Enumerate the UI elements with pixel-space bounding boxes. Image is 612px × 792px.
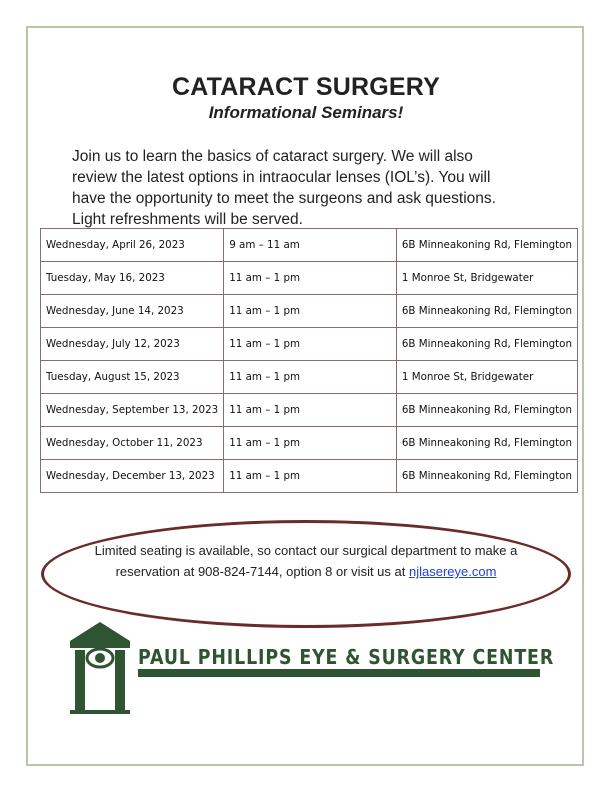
table-row bbox=[41, 361, 578, 394]
notice-line-1: Limited seating is available, so contact our surgical department to make a bbox=[94, 543, 518, 558]
seating-notice bbox=[60, 540, 552, 582]
seminar-time: 11 am – 1 pm bbox=[224, 394, 397, 427]
seminar-date: Wednesday, July 12, 2023 bbox=[41, 328, 224, 361]
seminar-date: Wednesday, June 14, 2023 bbox=[41, 295, 224, 328]
intro-line: review the latest options in intraocular lenses (IOL’s). You will bbox=[72, 169, 491, 186]
table-row bbox=[41, 328, 578, 361]
table-row bbox=[41, 394, 578, 427]
seminar-date: Wednesday, December 13, 2023 bbox=[41, 460, 224, 493]
seminar-date: Wednesday, October 11, 2023 bbox=[41, 427, 224, 460]
seminar-time: 11 am – 1 pm bbox=[224, 262, 397, 295]
table-row bbox=[41, 229, 578, 262]
seminar-time: 11 am – 1 pm bbox=[224, 295, 397, 328]
seminar-location: 6B Minneakoning Rd, Flemington bbox=[396, 328, 577, 361]
notice-line-2 bbox=[60, 561, 552, 582]
seminar-time: 9 am – 11 am bbox=[224, 229, 397, 262]
table-row bbox=[41, 460, 578, 493]
intro-line: Light refreshments will be served. bbox=[72, 211, 303, 228]
website-link[interactable]: njlasereye.com bbox=[408, 564, 497, 579]
seminar-location: 1 Monroe St, Bridgewater bbox=[396, 361, 577, 394]
seminar-location: 6B Minneakoning Rd, Flemington bbox=[396, 229, 577, 262]
seminar-date: Wednesday, September 13, 2023 bbox=[41, 394, 224, 427]
seminar-date: Tuesday, August 15, 2023 bbox=[41, 361, 224, 394]
seminar-schedule-table bbox=[40, 228, 578, 493]
table-row bbox=[41, 262, 578, 295]
notice-line-2-text: reservation at 908-824-7144, option 8 or visit us at bbox=[115, 564, 409, 579]
seminar-location: 1 Monroe St, Bridgewater bbox=[396, 262, 577, 295]
page-subtitle: Informational Seminars! bbox=[208, 103, 404, 122]
seminar-time: 11 am – 1 pm bbox=[224, 361, 397, 394]
seminar-location: 6B Minneakoning Rd, Flemington bbox=[396, 295, 577, 328]
seminar-time: 11 am – 1 pm bbox=[224, 427, 397, 460]
table-row bbox=[41, 427, 578, 460]
seminar-date: Tuesday, May 16, 2023 bbox=[41, 262, 224, 295]
seminar-location: 6B Minneakoning Rd, Flemington bbox=[396, 460, 577, 493]
seminar-location: 6B Minneakoning Rd, Flemington bbox=[396, 427, 577, 460]
seminar-time: 11 am – 1 pm bbox=[224, 460, 397, 493]
table-row bbox=[41, 295, 578, 328]
seminar-location: 6B Minneakoning Rd, Flemington bbox=[396, 394, 577, 427]
seminar-date: Wednesday, April 26, 2023 bbox=[41, 229, 224, 262]
seminar-time: 11 am – 1 pm bbox=[224, 328, 397, 361]
intro-line: Join us to learn the basics of cataract surgery. We will also bbox=[72, 148, 473, 165]
intro-line: have the opportunity to meet the surgeons and ask questions. bbox=[72, 190, 496, 207]
page-title: CATARACT SURGERY bbox=[171, 73, 440, 101]
logo-wordmark: PAUL PHILLIPS EYE & SURGERY CENTER bbox=[138, 645, 555, 669]
intro-paragraph bbox=[72, 146, 542, 230]
